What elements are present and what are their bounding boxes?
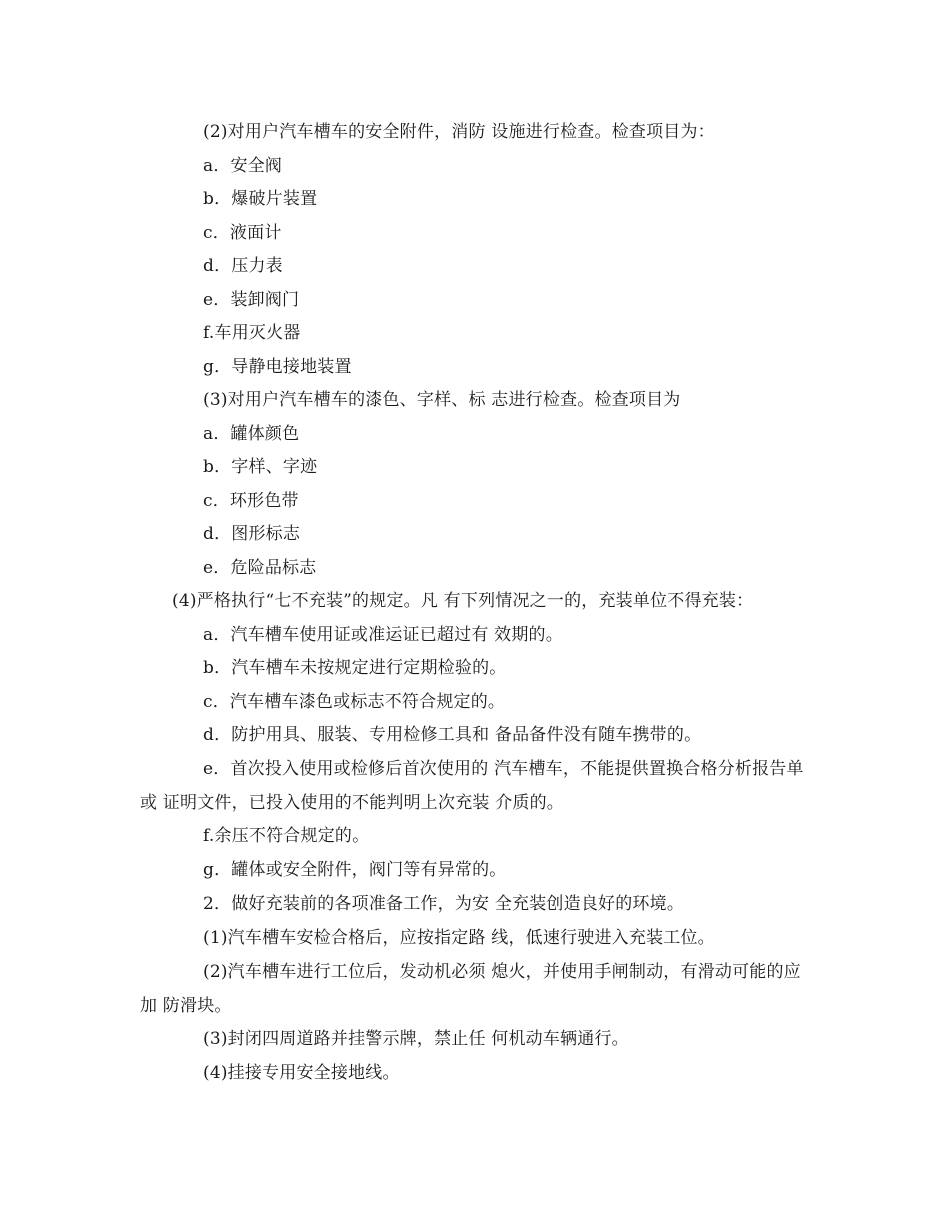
list-item: d．图形标志 xyxy=(203,524,301,544)
list-item: d．防护用具、服装、专用检修工具和 备品备件没有随车携带的。 xyxy=(203,725,702,745)
list-item: a．安全阀 xyxy=(203,156,283,176)
list-item: c．液面计 xyxy=(203,223,282,243)
list-item: e．装卸阀门 xyxy=(203,290,300,310)
list-item: b．汽车槽车未按规定进行定期检验的。 xyxy=(203,658,507,678)
list-item: d．压力表 xyxy=(203,256,283,276)
list-item: b．爆破片装置 xyxy=(203,189,318,209)
list-item: e．危险品标志 xyxy=(203,558,317,578)
paragraph-step: (4)挂接专用安全接地线。 xyxy=(203,1063,400,1083)
list-item: c．汽车槽车漆色或标志不符合规定的。 xyxy=(203,692,506,712)
paragraph-step: (1)汽车槽车安检合格后，应按指定路 线，低速行驶进入充装工位。 xyxy=(203,928,715,948)
paragraph-preparation: 2．做好充装前的各项准备工作，为安 全充装创造良好的环境。 xyxy=(203,894,685,914)
list-item: g．罐体或安全附件，阀门等有异常的。 xyxy=(203,860,507,880)
list-item: g．导静电接地装置 xyxy=(203,357,352,377)
paragraph-step: (3)封闭四周道路并挂警示牌，禁止任 何机动车辆通行。 xyxy=(203,1029,629,1049)
list-item: a．汽车槽车使用证或准运证已超过有 效期的。 xyxy=(203,625,563,645)
paragraph-step-wrapped: (2)汽车槽车进行工位后，发动机必须 熄火，并使用手闸制动，有滑动可能的应加 防滑块。 xyxy=(140,962,801,1016)
paragraph-seven-rules: (4)严格执行“七不充装”的规定。凡 有下列情况之一的，充装单位不得充装： xyxy=(172,591,754,611)
list-item: a．罐体颜色 xyxy=(203,424,300,444)
list-item-wrapped: e．首次投入使用或检修后首次使用的 汽车槽车，不能提供置换合格分析报告单或 证明文件，已投入使用的不能判明上次充装 介质的。 xyxy=(140,759,804,813)
list-item: b．字样、字迹 xyxy=(203,457,318,477)
list-item: f.余压不符合规定的。 xyxy=(203,826,370,846)
list-item: f.车用灭火器 xyxy=(203,323,301,343)
list-item: c．环形色带 xyxy=(203,491,299,511)
paragraph-paint-marking: (3)对用户汽车槽车的漆色、字样、标 志进行检查。检查项目为 xyxy=(203,390,681,410)
paragraph-safety-accessories: (2)对用户汽车槽车的安全附件，消防 设施进行检查。检查项目为： xyxy=(203,122,715,142)
